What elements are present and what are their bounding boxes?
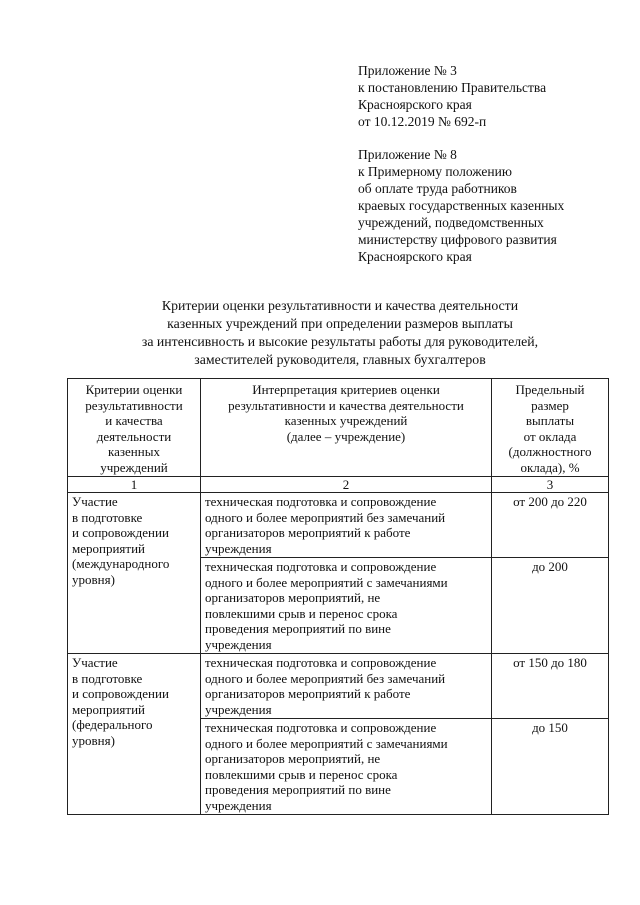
header-line: Критерии оценки [85,382,183,397]
criteria-table [67,378,609,815]
title-line: казенных учреждений при определении размеров выплаты [167,316,513,331]
interpretation-line: организаторов мероприятий, не [205,590,381,605]
header-line: (должностного [508,444,592,459]
header-line: Интерпретация критериев оценки [252,382,440,397]
appendix-8-line: к Примерному положению [358,164,512,179]
appendix-3-block [358,62,546,130]
interpretation-line: организаторов мероприятий к работе [205,525,411,540]
interpretation-line: техническая подготовка и сопровождение [205,494,437,509]
header-line: учреждений [100,459,168,475]
interpretation-line: проведения мероприятий по вине [205,621,391,636]
interpretation-cell [201,654,492,719]
interpretation-cell [201,558,492,654]
table-row [68,493,609,558]
appendix-8-line: учреждений, подведомственных [358,215,544,230]
criterion-line: мероприятий [72,540,145,556]
interpretation-line: одного и более мероприятий без замечаний [205,509,446,525]
column-number: 2 [201,477,492,493]
column-number: 1 [68,477,201,493]
column-number-row [68,477,609,493]
criterion-line: (международного [72,556,170,571]
header-criteria [68,379,201,477]
criterion-cell [68,493,201,654]
criterion-line: (федерального [72,717,153,732]
appendix-8-block [358,146,564,265]
max-payment-value: до 150 [492,719,609,815]
header-line: (далее – учреждение) [286,428,406,444]
interpretation-line: техническая подготовка и сопровождение [205,655,437,670]
appendix-8-line: об оплате труда работников [358,181,517,196]
header-interpretation [201,379,492,477]
header-line: Предельный [515,382,585,397]
title-line: заместителей руководителя, главных бухгалтеров [194,352,486,367]
max-payment-value: от 200 до 220 [492,493,609,558]
header-line: результативности [85,397,183,413]
appendix-3-line: к постановлению Правительства [358,80,547,95]
header-line: казенных [108,444,160,459]
header-line: деятельности [96,428,172,444]
criterion-line: мероприятий [72,701,145,717]
appendix-8-line: министерству цифрового развития [358,232,557,247]
interpretation-line: повлекшими срыв и перенос срока [205,605,398,621]
max-payment-value: от 150 до 180 [492,654,609,719]
interpretation-line: техническая подготовка и сопровождение [205,559,437,574]
header-line: результативности и качества деятельности [228,397,464,413]
criterion-cell [68,654,201,815]
criterion-line: и сопровождении [72,525,169,540]
interpretation-line: одного и более мероприятий с замечаниями [205,735,448,751]
header-max-payment [492,379,609,477]
criterion-line: в подготовке [72,509,143,525]
appendix-3-line: Красноярского края [358,97,472,112]
criterion-line: в подготовке [72,670,143,686]
max-payment-value: до 200 [492,558,609,654]
interpretation-line: одного и более мероприятий без замечаний [205,670,446,686]
interpretation-line: повлекшими срыв и перенос срока [205,766,398,782]
header-line: выплаты [525,413,575,428]
appendix-3-line: от 10.12.2019 № 692-п [358,114,487,129]
header-line: казенных учреждений [284,413,408,428]
header-line: от оклада [523,428,577,444]
appendix-3-line: Приложение № 3 [358,63,457,78]
title-line: Критерии оценки результативности и качества деятельности [161,298,519,313]
interpretation-line: техническая подготовка и сопровождение [205,720,437,735]
title-line: за интенсивность и высокие результаты работы для руководителей, [141,334,539,349]
header-line: оклада), % [520,459,580,475]
criterion-line: и сопровождении [72,686,169,701]
criterion-line: Участие [72,494,118,509]
column-number: 3 [492,477,609,493]
interpretation-line: одного и более мероприятий с замечаниями [205,574,448,590]
appendix-8-line: Красноярского края [358,249,472,264]
interpretation-line: учреждения [205,701,272,717]
interpretation-line: учреждения [205,797,272,813]
criterion-line: уровня) [72,732,115,748]
appendix-8-line: краевых государственных казенных [358,198,565,213]
header-line: и качества [105,413,163,428]
interpretation-line: учреждения [205,540,272,556]
table-header-row [68,379,609,477]
criterion-line: Участие [72,655,118,670]
interpretation-line: организаторов мероприятий, не [205,751,381,766]
interpretation-line: учреждения [205,636,272,652]
header-line: размер [531,397,569,413]
table-row [68,654,609,719]
interpretation-cell [201,719,492,815]
document-title [60,297,620,369]
interpretation-line: проведения мероприятий по вине [205,782,391,797]
interpretation-line: организаторов мероприятий к работе [205,686,411,701]
criterion-line: уровня) [72,571,115,587]
appendix-8-line: Приложение № 8 [358,147,457,162]
interpretation-cell [201,493,492,558]
